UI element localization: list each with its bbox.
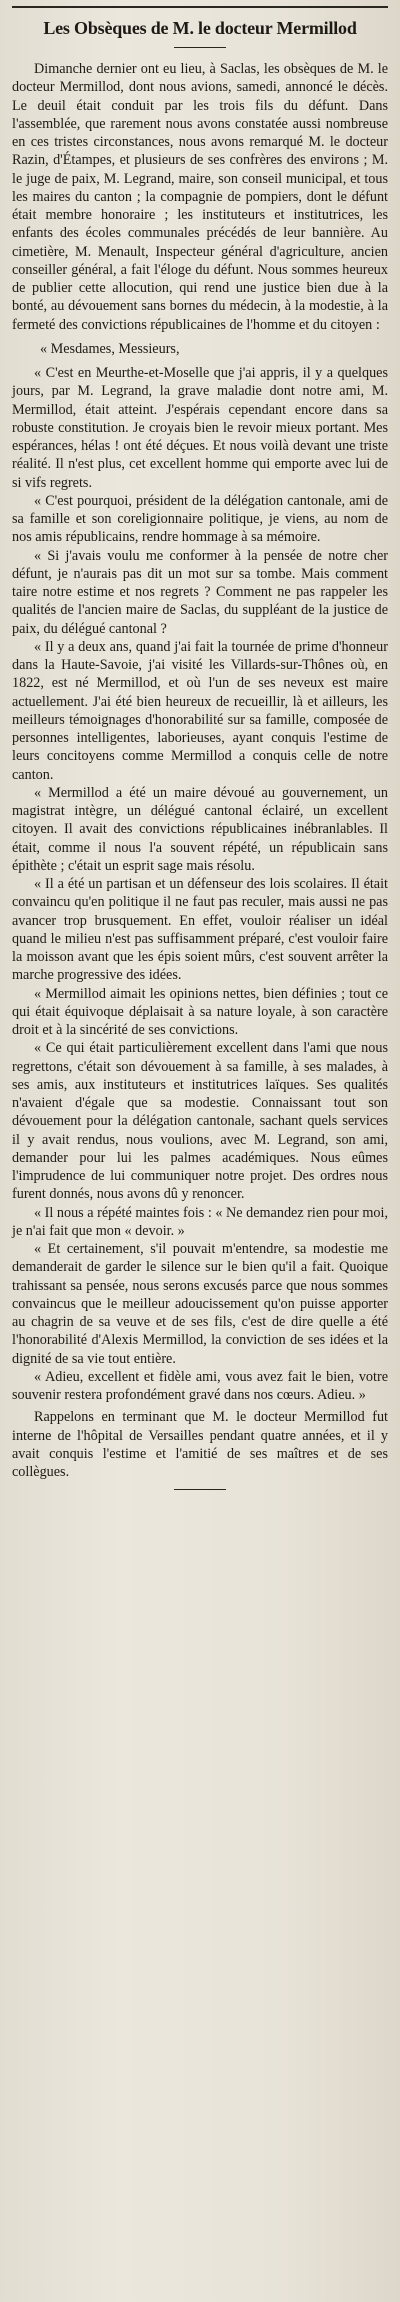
speech-paragraph: « Il nous a répété maintes fois : « Ne demandez rien pour moi, je n'ai fait que mon « devoir. » — [12, 1204, 388, 1239]
speech-paragraph: « C'est pourquoi, président de la délégation cantonale, ami de sa famille et son coreligionnaire politique, je viens, au nom de nos amis républicains, rendre hommage à sa mémoire. — [12, 492, 388, 546]
speech-paragraph: « C'est en Meurthe-et-Moselle que j'ai appris, il y a quelques jours, par M. Legrand, la grave maladie dont notre ami, M. Mermillod, était atteint. J'espérais cependant encore dans sa robuste constitution. Je croyais bien le revoir mieux portant. Mes espérances, hélas ! ont été déçues. Et nous voilà devant une triste réalité. Il n'est plus, cet excellent homme qui emporte avec lui de si vifs regrets. — [12, 365, 388, 491]
article-title: Les Obsèques de M. le docteur Mermillod — [43, 18, 357, 38]
top-rule — [12, 6, 388, 8]
speech-paragraph: « Il a été un partisan et un défenseur des lois scolaires. Il était convaincu qu'en politique il ne faut pas reculer, mais aussi ne pas avancer trop brusquement. En effet, vouloir réaliser un idéal quand le milieu n'est pas suffisamment préparé, c'est vouloir faire la moisson avant que les épis soient mûrs, c'est souvent arrêter la marche progressive des idées. — [12, 876, 388, 984]
closing-paragraph: Rappelons en terminant que M. le docteur Mermillod fut interne de l'hôpital de Versailles pendant quatre années, et il y avait conquis l'estime et l'amitié de ses maîtres et de ses collègues. — [12, 1409, 388, 1480]
speech-paragraph: « Si j'avais voulu me conformer à la pensée de notre cher défunt, je n'aurais pas dit un mot sur sa tombe. Mais comment taire notre estime et nos regrets ? Comment ne pas rappeler les qualités de l'ancien maire de Saclas, du suppléant de la justice de paix, du délégué cantonal ? — [12, 547, 388, 637]
speech-paragraph: « Ce qui était particulièrement excellent dans l'ami que nous regrettons, c'était son dévouement à sa famille, à ses malades, à ses amis, aux instituteurs et institutrices laïques. Ses qualités n'avaient d'égale que sa modestie. Connaissant tout son dévouement pour la délégation cantonale, sachant quels services il y avait rendus, nous voulions, avec M. Legrand, son ami, demander pour lui les palmes académiques. Nous eûmes l'imprudence de lui communiquer notre projet. Des ordres nous furent donnés, nous avons dû y renoncer. — [12, 1040, 388, 1203]
title-separator — [174, 47, 226, 48]
speech-salutation: « Mesdames, Messieurs, — [40, 340, 180, 357]
speech-farewell: « Adieu, excellent et fidèle ami, vous avez fait le bien, votre souvenir restera profondément gravé dans nos cœurs. Adieu. » — [12, 1368, 388, 1403]
intro-paragraph: Dimanche dernier ont eu lieu, à Saclas, les obsèques de M. le docteur Mermillod, dont nous avions, samedi, annoncé le décès. Le deuil était conduit par les trois fils du défunt. Dans l'assemblée, que rarement nous avons constatée aussi nombreuse en ces tristes circonstances, nous avons remarqué M. le docteur Razin, d'Étampes, et plusieurs de ses confrères des environs ; M. le juge de paix, M. Legrand, maire, son conseil municipal, et tous les maires du canton ; la compagnie de pompiers, dont le défunt était membre honoraire ; les instituteurs et institutrices, les enfants des écoles communales précédés de leur bannière. Au cimetière, M. Menault, Inspecteur général d'agriculture, ancien conseiller général, a fait l'éloge du défunt. Nous sommes heureux de publier cette allocution, qui rend une justice bien due à la bonté, au dévouement sans bornes du médecin, à la modestie, à la fermeté des convictions républicaines de l'homme et du citoyen : — [12, 61, 388, 333]
bottom-rule — [174, 1489, 226, 1490]
speech-paragraph: « Il y a deux ans, quand j'ai fait la tournée de prime d'honneur dans la Haute-Savoie, j'ai visité les Villards-sur-Thônes où, en 1822, est né Mermillod, et où l'un de ses neveux est maire actuellement. J'ai été bien heureux de recueillir, là et ailleurs, les meilleurs témoignages d'honorabilité sur sa famille, composée de personnes intelligentes, laborieuses, ayant conquis l'estime de leurs concitoyens comme Mermillod a conquis celle de notre canton. — [12, 638, 388, 783]
speech-paragraph: « Mermillod a été un maire dévoué au gouvernement, un magistrat intègre, un délégué cantonal éclairé, un excellent citoyen. Il avait des convictions républicaines inébranlables. Il était, comme il nous l'a souvent répété, un républicain sans épithète ; c'était un esprit sage mais résolu. — [12, 784, 388, 874]
speech-paragraph: « Mermillod aimait les opinions nettes, bien définies ; tout ce qui était équivoque déplaisait à sa nature loyale, à son caractère droit et à la sincérité de ses convictions. — [12, 985, 388, 1038]
article-body — [12, 60, 388, 1481]
speech-paragraph: « Et certainement, s'il pouvait m'entendre, sa modestie me demanderait de garder le silence sur le bien qu'il a fait. Quoique trahissant sa pensée, nous serons excusés parce que nous sommes convaincus que le meilleur adoucissement qu'on puisse apporter au chagrin de sa veuve et de ses fils, c'est de dire quelle a été l'honorabilité d'Alexis Mermillod, la conviction de ses idées et la dignité de sa vie tout entière. — [12, 1241, 388, 1367]
